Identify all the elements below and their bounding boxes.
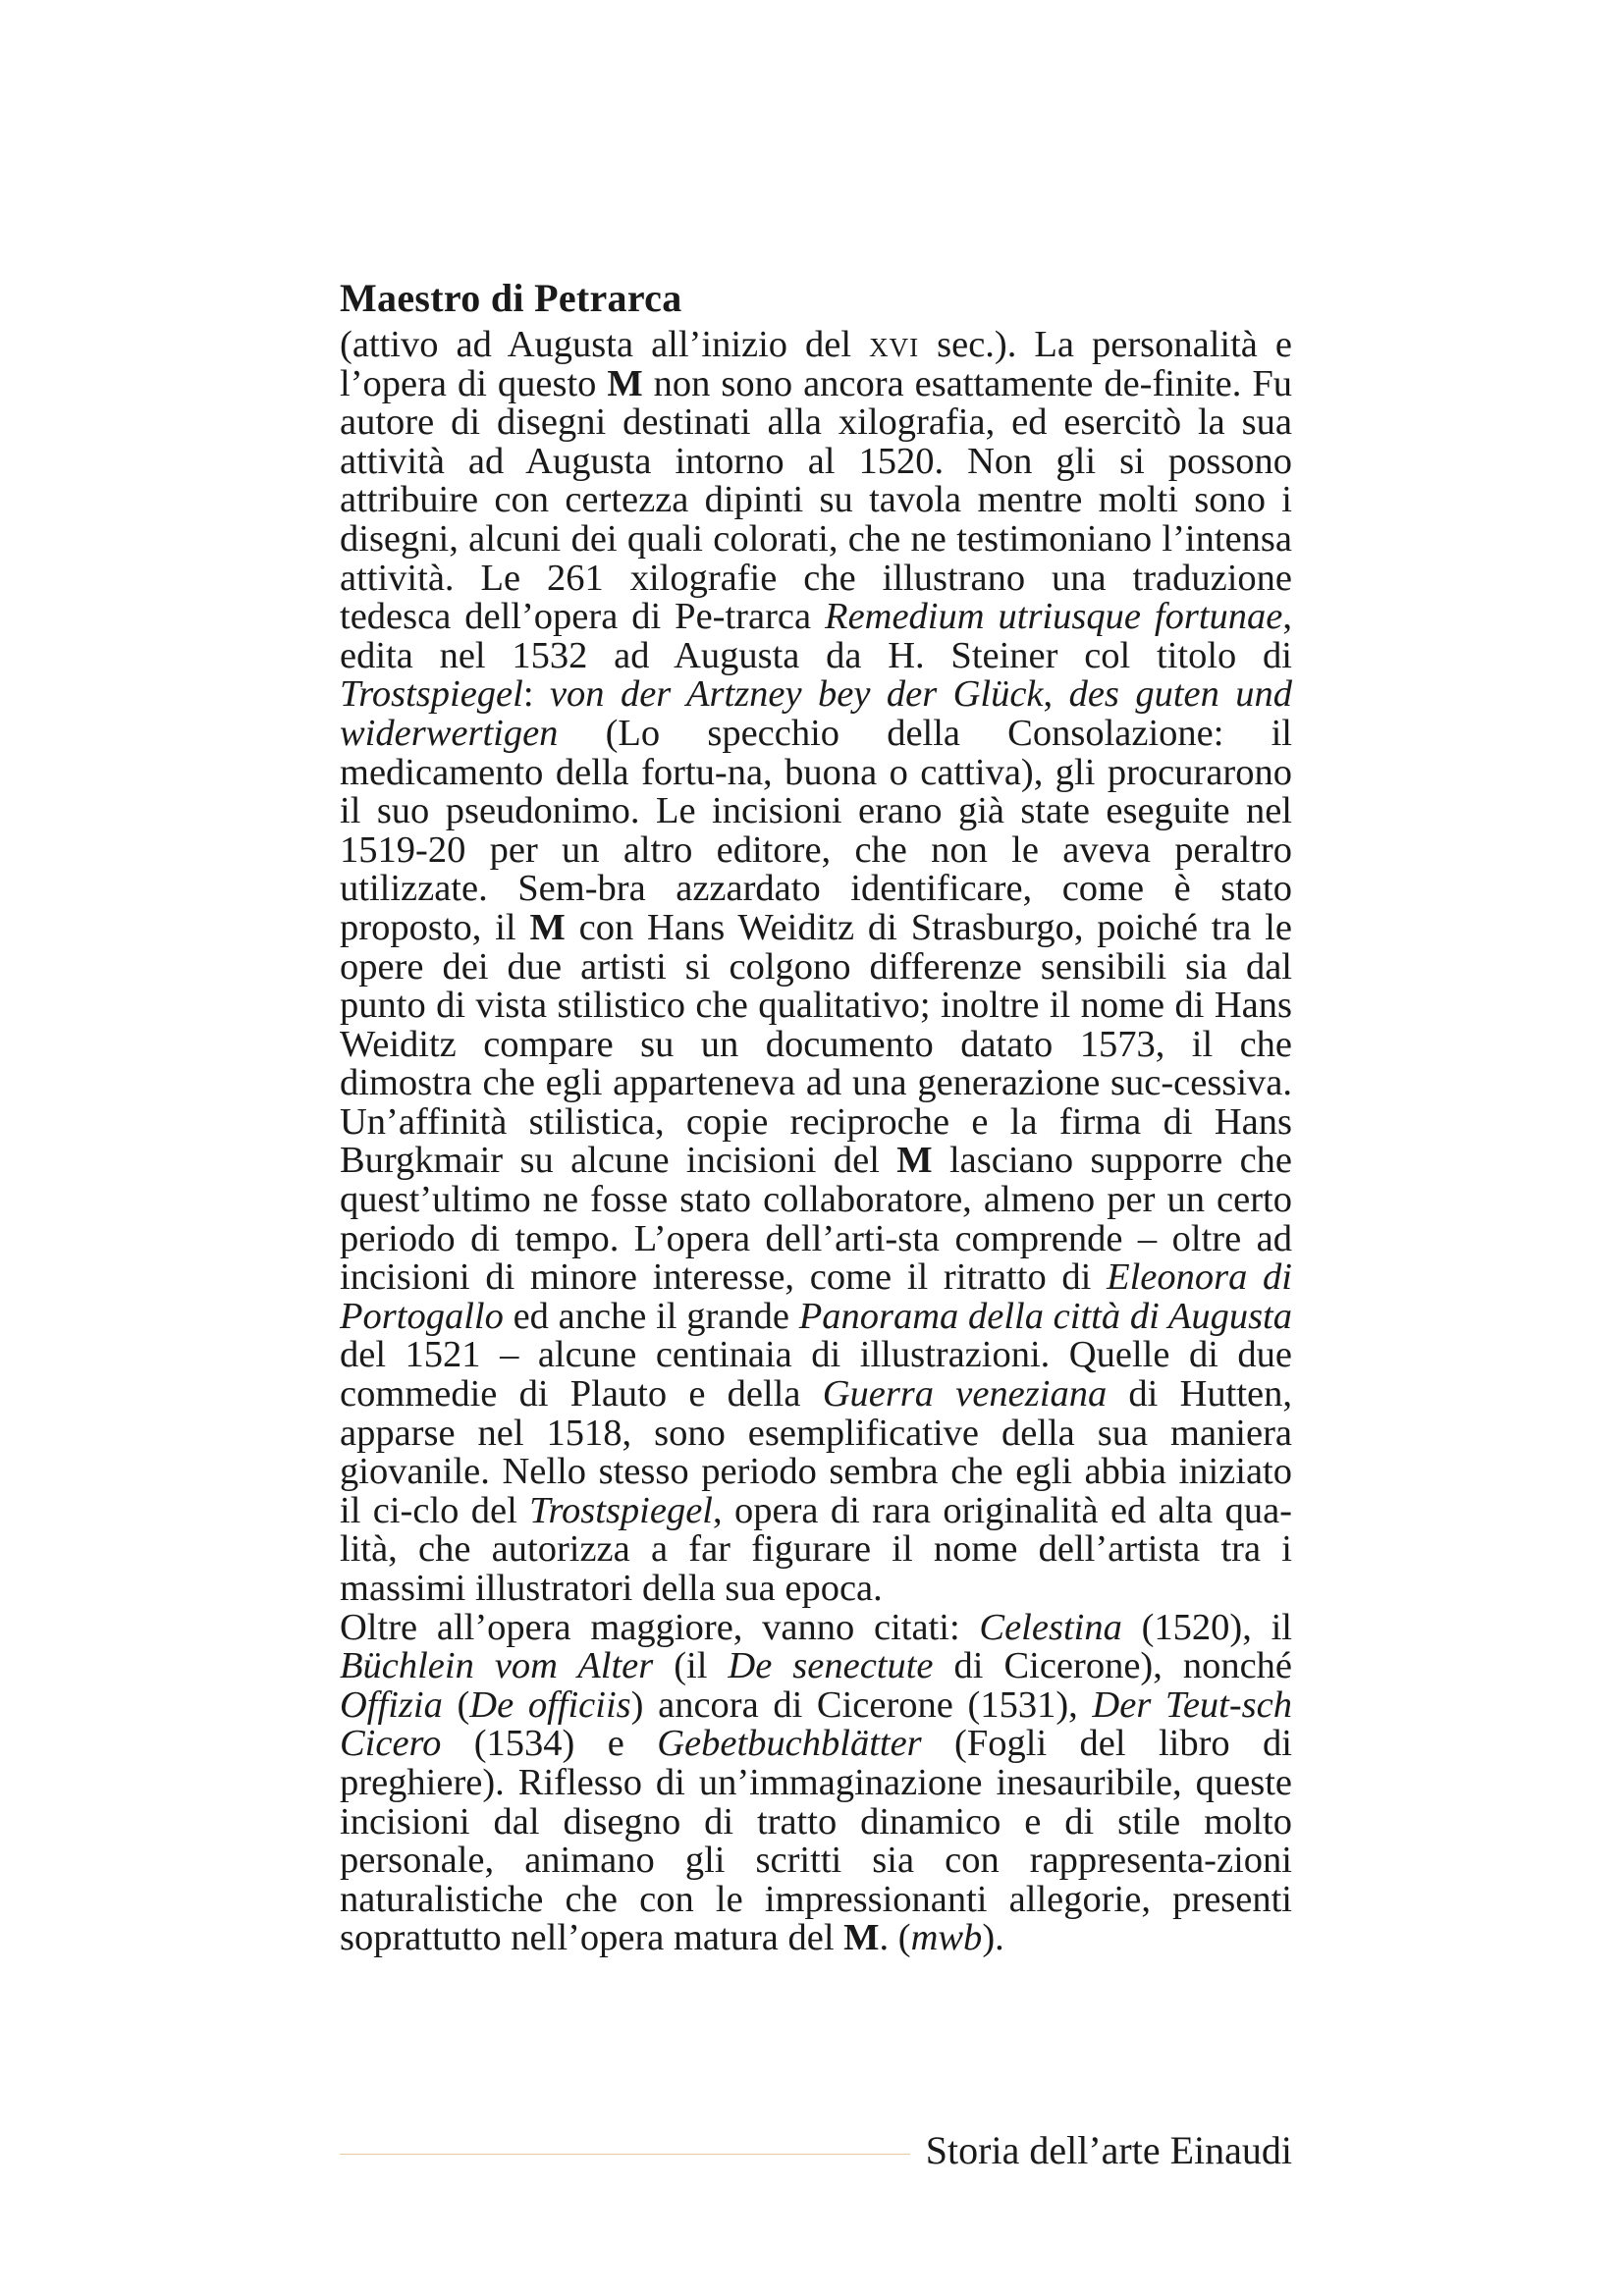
entry-content bbox=[340, 275, 1292, 1958]
text-run: di Hutten, apparse nel 1518, sono esemplificative della sua maniera giovanile. Nello stesso periodo sembra che egli abbia iniziato il ci-clo del bbox=[340, 1373, 1292, 1531]
footer-label: Storia dell’arte Einaudi bbox=[925, 2127, 1292, 2172]
text-run: (il bbox=[653, 1645, 729, 1687]
text-run: Trostspiegel bbox=[529, 1489, 713, 1531]
text-run: non sono ancora esattamente de-finite. Fu autore di disegni destinati alla xilografia, ed esercitò la sua attività ad Augusta intorno al 1520. Non gli si possono attribuire con certezza dipinti su tavola mentre molti sono i disegni, alcuni dei quali colorati, che ne testimoniano l’intensa attività. Le 261 xilografie che illustrano una traduzione tedesca dell’opera di Pe-trarca bbox=[340, 362, 1292, 638]
text-run: . ( bbox=[879, 1917, 911, 1959]
text-run: Remedium utriusque fortunae bbox=[825, 596, 1283, 638]
text-run: con Hans Weiditz di Strasburgo, poiché tra le opere dei due artisti si colgono differenze sensibili sia dal punto di vista stilistico che qualitativo; inoltre il nome di Hans Weiditz compare su un documento datato 1573, il che dimostra che egli apparteneva ad una generazione suc-cessiva. Un’affinità stilistica, copie reciproche e la firma di Hans Burgkmair su alcune incisioni del bbox=[340, 906, 1292, 1182]
text-run: ( bbox=[442, 1683, 470, 1726]
text-run: ed anche il grande bbox=[503, 1295, 799, 1337]
text-run: (attivo ad Augusta all’inizio del bbox=[340, 324, 870, 365]
text-run: xvi bbox=[869, 324, 920, 365]
text-run: Der Teut-sch Cicero bbox=[340, 1683, 1292, 1765]
text-run: Celestina bbox=[979, 1606, 1122, 1648]
text-run: Trostspiegel bbox=[340, 673, 523, 716]
text-run: Panorama della città di Augusta bbox=[798, 1295, 1292, 1337]
text-run: Offizia bbox=[340, 1683, 443, 1726]
text-run: Guerra veneziana bbox=[822, 1373, 1108, 1415]
text-run: M bbox=[607, 362, 643, 404]
text-run: Oltre all’opera maggiore, vanno citati: bbox=[340, 1606, 980, 1648]
text-run: Eleonora di Portogallo bbox=[340, 1256, 1293, 1337]
text-run: lasciano supporre che quest’ultimo ne fosse stato collaboratore, almeno per un certo periodo di tempo. L’opera dell’arti-sta comprende – oltre ad incisioni di minore interesse, come il ritratto di bbox=[340, 1140, 1292, 1299]
text-run: , edita nel 1532 ad Augusta da H. Steiner col titolo di bbox=[340, 596, 1292, 676]
text-run: des guten und widerwertigen bbox=[340, 673, 1293, 754]
text-run: Büchlein vom Alter bbox=[340, 1645, 654, 1687]
paragraph-1 bbox=[340, 326, 1292, 1609]
text-run: De senectute bbox=[728, 1645, 934, 1687]
text-run: Gebetbuchblätter bbox=[657, 1723, 922, 1765]
text-run: (Fogli del libro di preghiere). Riflesso di un’immaginazione inesauribile, queste incisioni dal disegno di tratto dinamico e di stile molto personale, animano gli scritti sia con rappresenta-zioni naturalistiche che con le impressionanti allegorie, presenti soprattutto nell’opera matura del bbox=[340, 1723, 1293, 1959]
text-run: : bbox=[522, 673, 550, 716]
paragraph-2 bbox=[340, 1606, 1293, 1959]
text-run: mwb bbox=[910, 1917, 983, 1959]
text-run: (1534) e bbox=[441, 1723, 658, 1765]
text-run: M bbox=[529, 906, 566, 948]
footer-rule bbox=[340, 2154, 910, 2155]
text-run: , bbox=[1043, 673, 1069, 716]
text-run: (1520), il bbox=[1121, 1606, 1292, 1648]
text-run: von der Artzney bey der Glück bbox=[549, 673, 1044, 716]
text-run: De officiis bbox=[469, 1683, 631, 1726]
page-footer bbox=[340, 2125, 1292, 2174]
text-run: di Cicerone), nonché bbox=[933, 1645, 1293, 1687]
text-run: , opera di rara originalità ed alta qua-lità, che autorizza a far figurare il nome dell’artista tra i massimi illustratori della sua epoca. bbox=[340, 1489, 1292, 1609]
text-run: sec.). La personalità e l’opera di questo bbox=[340, 324, 1292, 404]
text-run: ) ancora di Cicerone (1531), bbox=[630, 1683, 1093, 1726]
entry-title: Maestro di Petrarca bbox=[340, 276, 682, 320]
text-run: M bbox=[843, 1917, 880, 1959]
text-run: M bbox=[896, 1140, 933, 1182]
text-run: del 1521 – alcune centinaia di illustrazioni. Quelle di due commedie di Plauto e della bbox=[340, 1334, 1292, 1415]
text-run: (Lo specchio della Consolazione: il medicamento della fortu-na, buona o cattiva), gli procurarono il suo pseudonimo. Le incisioni erano già state eseguite nel 1519-20 per un altro editore, che non le aveva peraltro utilizzate. Sem-bra azzardato identificare, come è stato proposto, il bbox=[340, 712, 1292, 948]
text-run: ). bbox=[982, 1917, 1004, 1959]
